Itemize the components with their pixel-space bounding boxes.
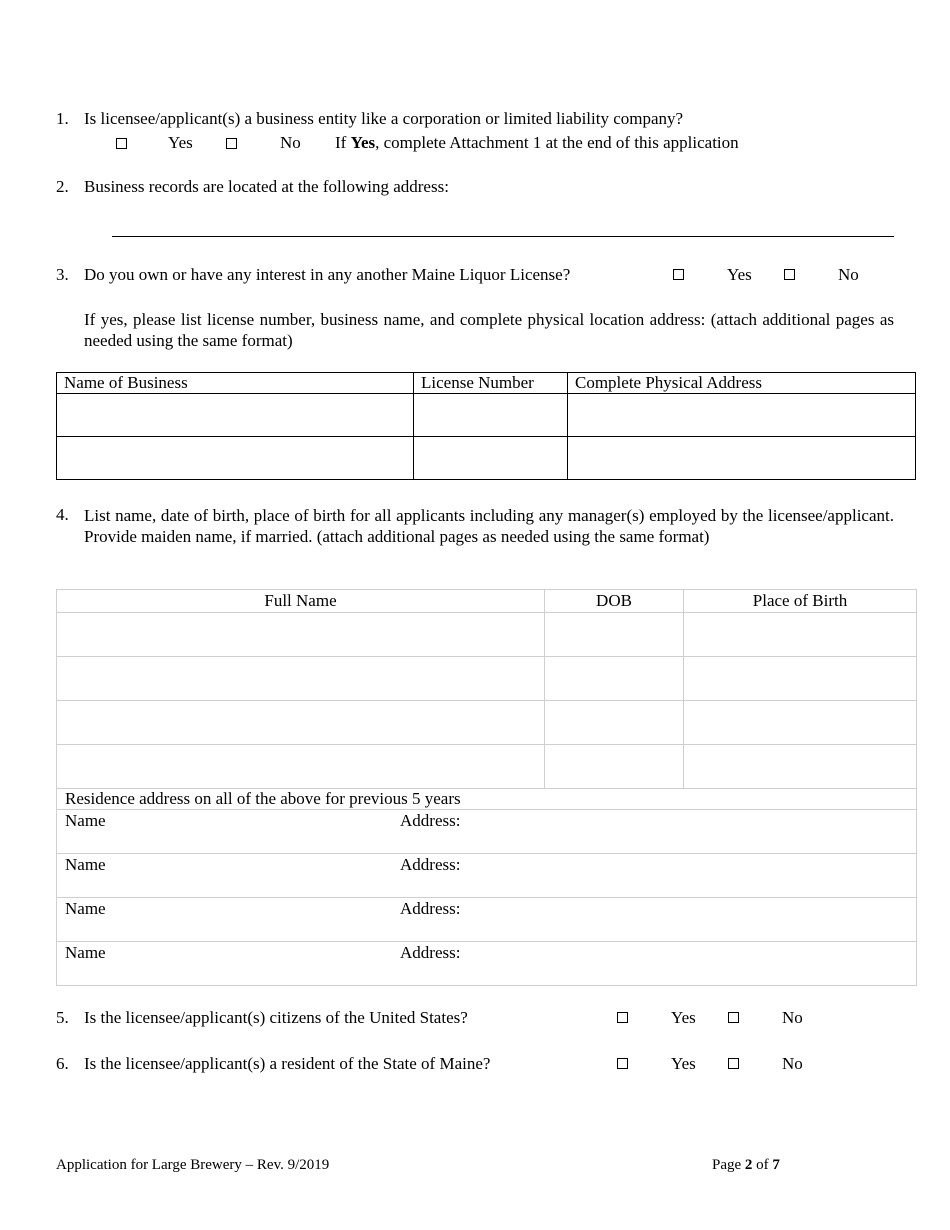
- license-number-cell[interactable]: [414, 394, 568, 437]
- col-full-name: Full Name: [57, 590, 545, 613]
- q1-yes-label: Yes: [168, 133, 193, 152]
- q1-note-bold: Yes: [350, 133, 376, 152]
- q3-no-label: No: [838, 265, 859, 284]
- q5-yes-label: Yes: [671, 1008, 696, 1027]
- residence-row[interactable]: [57, 942, 917, 986]
- page-current: 2: [744, 1157, 753, 1173]
- residence-address-label: Address:: [400, 899, 461, 918]
- q1-no-label: No: [280, 133, 301, 152]
- q6-no-checkbox[interactable]: [728, 1058, 739, 1069]
- dob-cell[interactable]: [545, 657, 684, 701]
- q5-text: Is the licensee/applicant(s) citizens of the United States?: [84, 1008, 468, 1027]
- footer-page-number: [712, 1157, 780, 1174]
- q1-number: 1.: [56, 109, 69, 128]
- q2-text: Business records are located at the following address:: [84, 177, 449, 196]
- dob-cell[interactable]: [545, 701, 684, 745]
- residence-address-label: Address:: [400, 855, 461, 874]
- q3-text: Do you own or have any interest in any another Maine Liquor License?: [84, 265, 571, 284]
- col-dob: DOB: [545, 590, 684, 613]
- q6-yes-label: Yes: [671, 1054, 696, 1073]
- full-name-cell[interactable]: [57, 613, 545, 657]
- physical-address-cell[interactable]: [568, 437, 916, 480]
- residence-heading: Residence address on all of the above for previous 5 years: [57, 789, 917, 810]
- table-row: [57, 613, 917, 657]
- col-complete-physical-address: Complete Physical Address: [568, 373, 916, 394]
- q4-text: List name, date of birth, place of birth for all applicants including any manager(s) employed by the licensee/applicant. Provide maiden name, if married. (attach additional pages as needed using the same format): [84, 506, 894, 546]
- q3-yes-label: Yes: [727, 265, 752, 284]
- q3-yes-checkbox[interactable]: [673, 269, 684, 280]
- table-row: [57, 745, 917, 789]
- table-row: [57, 942, 917, 986]
- residence-name-label: Name: [65, 855, 106, 874]
- place-of-birth-cell[interactable]: [684, 657, 917, 701]
- residence-name-label: Name: [65, 943, 106, 962]
- place-of-birth-cell[interactable]: [684, 701, 917, 745]
- q3-followup: If yes, please list license number, business name, and complete physical location address: (attach additional pages as needed using the same format): [84, 310, 894, 350]
- q5-yes-checkbox[interactable]: [617, 1012, 628, 1023]
- residence-address-label: Address:: [400, 943, 461, 962]
- physical-address-cell[interactable]: [568, 394, 916, 437]
- residence-address-label: Address:: [400, 811, 461, 830]
- residence-name-label: Name: [65, 899, 106, 918]
- col-license-number: License Number: [414, 373, 568, 394]
- q1-note-suffix: , complete Attachment 1 at the end of this application: [375, 133, 739, 152]
- business-name-cell[interactable]: [57, 394, 414, 437]
- dob-cell[interactable]: [545, 745, 684, 789]
- license-number-cell[interactable]: [414, 437, 568, 480]
- place-of-birth-cell[interactable]: [684, 745, 917, 789]
- col-place-of-birth: Place of Birth: [684, 590, 917, 613]
- page-prefix: Page: [712, 1157, 742, 1173]
- residence-row[interactable]: [57, 854, 917, 898]
- table-row: [57, 810, 917, 854]
- full-name-cell[interactable]: [57, 657, 545, 701]
- table-row: [57, 437, 916, 480]
- full-name-cell[interactable]: [57, 745, 545, 789]
- residence-name-label: Name: [65, 811, 106, 830]
- col-name-of-business: Name of Business: [57, 373, 414, 394]
- page-of: of: [756, 1157, 769, 1173]
- dob-cell[interactable]: [545, 613, 684, 657]
- table-row: [57, 898, 917, 942]
- business-records-address-line[interactable]: [112, 236, 894, 237]
- q6-number: 6.: [56, 1054, 69, 1073]
- q5-number: 5.: [56, 1008, 69, 1027]
- q3-number: 3.: [56, 265, 69, 284]
- q6-no-label: No: [782, 1054, 803, 1073]
- full-name-cell[interactable]: [57, 701, 545, 745]
- table-row: [57, 701, 917, 745]
- table-row: [57, 394, 916, 437]
- business-name-cell[interactable]: [57, 437, 414, 480]
- q1-no-checkbox[interactable]: [226, 138, 237, 149]
- residence-row[interactable]: [57, 810, 917, 854]
- residence-row[interactable]: [57, 898, 917, 942]
- table-row: [57, 854, 917, 898]
- q1-note-prefix: If: [335, 133, 347, 152]
- footer-form-title: Application for Large Brewery – Rev. 9/2019: [56, 1157, 330, 1173]
- liquor-license-table: [56, 372, 916, 480]
- q5-no-label: No: [782, 1008, 803, 1027]
- applicants-table: [56, 589, 917, 986]
- q1-text: Is licensee/applicant(s) a business entity like a corporation or limited liability company?: [84, 109, 684, 128]
- place-of-birth-cell[interactable]: [684, 613, 917, 657]
- q6-text: Is the licensee/applicant(s) a resident of the State of Maine?: [84, 1054, 491, 1073]
- q1-yes-checkbox[interactable]: [116, 138, 127, 149]
- q1-note: [335, 133, 739, 153]
- q6-yes-checkbox[interactable]: [617, 1058, 628, 1069]
- q3-no-checkbox[interactable]: [784, 269, 795, 280]
- q4-number: 4.: [56, 505, 69, 524]
- page-total: 7: [772, 1157, 780, 1173]
- q2-number: 2.: [56, 177, 69, 196]
- q5-no-checkbox[interactable]: [728, 1012, 739, 1023]
- table-row: [57, 657, 917, 701]
